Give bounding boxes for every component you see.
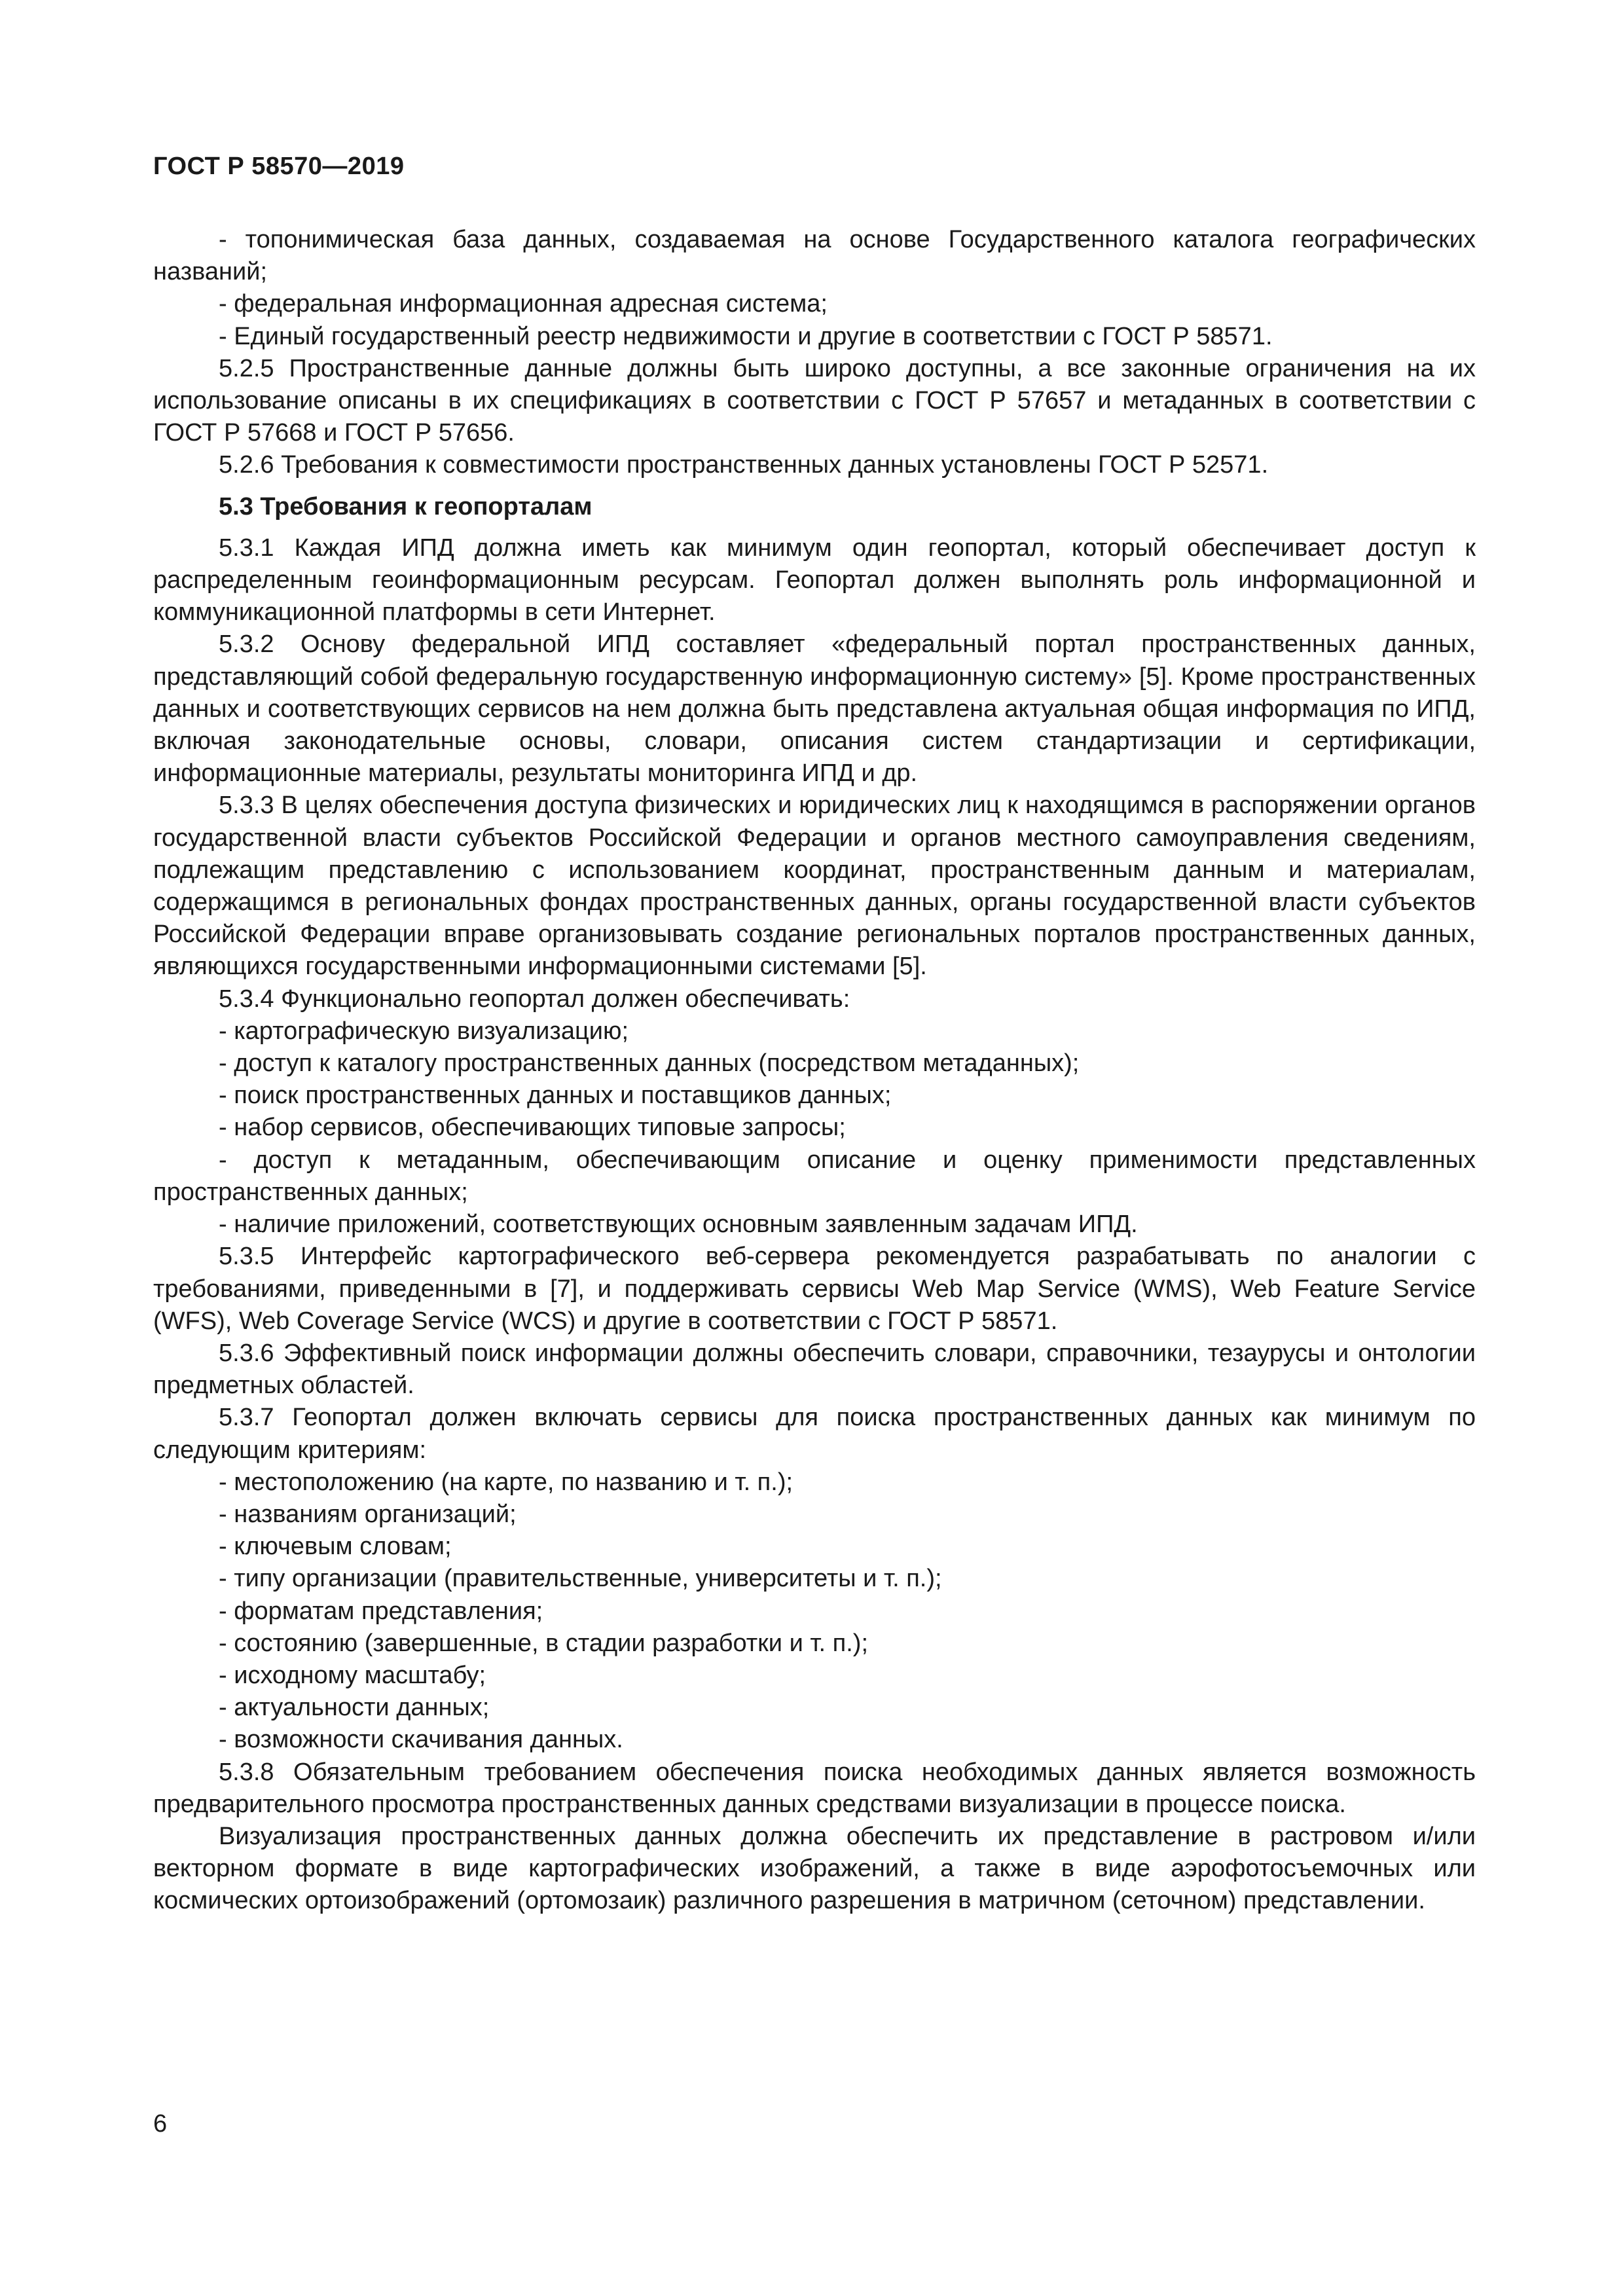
document-header: ГОСТ Р 58570—2019 — [153, 153, 405, 180]
list-item: - федеральная информационная адресная система; — [219, 290, 828, 318]
list-item: - типу организации (правительственные, университеты и т. п.); — [219, 1565, 942, 1593]
paragraph-5-3-6: 5.3.6 Эффективный поиск информации должны обеспечить словари, справочники, тезаурусы и онтологии предметных областей. — [153, 1339, 1476, 1400]
section-heading-5-3: 5.3 Требования к геопорталам — [219, 492, 593, 520]
paragraph-5-3-4: 5.3.4 Функционально геопортал должен обеспечивать: — [219, 985, 850, 1013]
paragraph-5-3-2: 5.3.2 Основу федеральной ИПД составляет «федеральный портал пространственных данных, представляющий собой федеральную государственную информационную систему» [5]. Кроме пространственных данных и соответствующих сервисов на нем должна быть представлена актуальная общая информация по ИПД, включая законодательные основы, словари, описания систем стандартизации и сертификации, информационные материалы, результаты мониторинга ИПД и др. — [153, 630, 1476, 788]
paragraph-5-3-7: 5.3.7 Геопортал должен включать сервисы для поиска пространственных данных как минимум по следующим критериям: — [153, 1404, 1476, 1464]
page-number: 6 — [153, 2110, 168, 2138]
document-body — [153, 224, 1476, 1918]
list-item: - набор сервисов, обеспечивающих типовые запросы; — [219, 1114, 846, 1142]
paragraph-5-3-3: 5.3.3 В целях обеспечения доступа физических и юридических лиц к находящимся в распоряжении органов государственной власти субъектов Российской Федерации и органов местного самоуправления сведениям, подлежащим представлению с использованием координат, пространственным данным и материалам, содержащимся в региональных фондах пространственных данных, органы государственной власти субъектов Российской Федерации вправе организовывать создание региональных порталов пространственных данных, являющихся государственными информационными системами [5]. — [153, 792, 1476, 981]
paragraph-5-2-5: 5.2.5 Пространственные данные должны быть широко доступны, а все законные ограничения на их использование описаны в их спецификациях в соответствии с ГОСТ Р 57657 и метаданных в соответствии с ГОСТ Р 57668 и ГОСТ Р 57656. — [153, 354, 1476, 447]
list-item: - топонимическая база данных, создаваемая на основе Государственного каталога географических названий; — [153, 226, 1476, 286]
paragraph-5-2-6: 5.2.6 Требования к совместимости пространственных данных установлены ГОСТ Р 52571. — [219, 451, 1269, 479]
list-item: - поиск пространственных данных и поставщиков данных; — [219, 1082, 892, 1110]
list-item: - картографическую визуализацию; — [219, 1017, 629, 1045]
list-item: - ключевым словам; — [219, 1533, 452, 1561]
list-item: - состоянию (завершенные, в стадии разработки и т. п.); — [219, 1629, 869, 1657]
list-item: - наличие приложений, соответствующих основным заявленным задачам ИПД. — [219, 1211, 1138, 1239]
list-item: - актуальности данных; — [219, 1694, 490, 1722]
list-item: - доступ к метаданным, обеспечивающим описание и оценку применимости представленных пространственных данных; — [153, 1146, 1476, 1206]
list-item: - названиям организаций; — [219, 1500, 517, 1528]
list-item: - Единый государственный реестр недвижимости и другие в соответствии с ГОСТ Р 58571. — [219, 322, 1273, 350]
list-item: - форматам представления; — [219, 1597, 543, 1625]
list-item: - доступ к каталогу пространственных данных (посредством метаданных); — [219, 1049, 1080, 1078]
paragraph-5-3-1: 5.3.1 Каждая ИПД должна иметь как минимум один геопортал, который обеспечивает доступ к распределенным геоинформационным ресурсам. Геопортал должен выполнять роль информационной и коммуникационной платформы в сети Интернет. — [153, 534, 1476, 627]
paragraph-5-3-5: 5.3.5 Интерфейс картографического веб-сервера рекомендуется разрабатывать по аналогии с требованиями, приведенными в [7], и поддерживать сервисы Web Map Service (WMS), Web Feature Service (WFS), Web Coverage Service (WCS) и другие в соответствии с ГОСТ Р 58571. — [153, 1243, 1476, 1335]
list-item: - местоположению (на карте, по названию и т. п.); — [219, 1468, 793, 1496]
list-item: - возможности скачивания данных. — [219, 1726, 623, 1754]
list-item: - исходному масштабу; — [219, 1661, 486, 1689]
paragraph-5-3-8: 5.3.8 Обязательным требованием обеспечения поиска необходимых данных является возможность предварительного просмотра пространственных данных средствами визуализации в процессе поиска. — [153, 1758, 1476, 1818]
paragraph-visualization: Визуализация пространственных данных должна обеспечить их представление в растровом и/или векторном формате в виде картографических изображений, а также в виде аэрофотосъемочных или космических ортоизображений (ортомозаик) различного разрешения в матричном (сеточном) представлении. — [153, 1822, 1476, 1915]
